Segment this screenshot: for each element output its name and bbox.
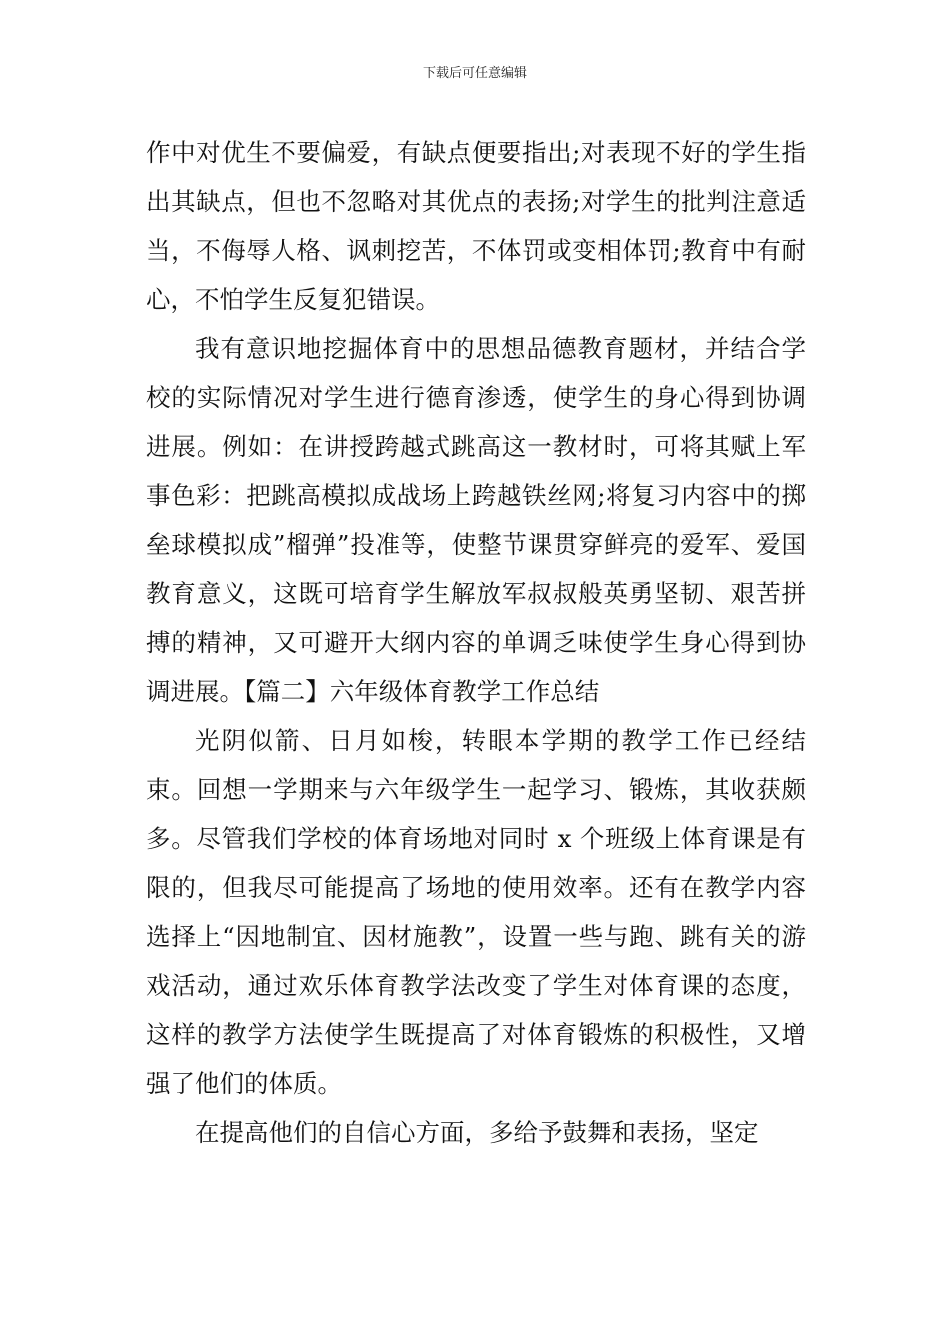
document-body (146, 128, 806, 1157)
page-header: 下载后可任意编辑 (422, 66, 527, 81)
paragraph-1: 作中对优生不要偏爱，有缺点便要指出;对表现不好的学生指出其缺点，但也不忽略对其优点的表扬;对学生的批判注意适当，不侮辱人格、讽刺挖苦，不体罚或变相体罚;教育中有耐心，不怕学生反复犯错误。 (146, 138, 806, 314)
paragraph-4: 在提高他们的自信心方面，多给予鼓舞和表扬，坚定 (195, 1118, 759, 1147)
paragraph-3: 光阴似箭、日月如梭，转眼本学期的教学工作已经结束。回想一学期来与六年级学生一起学习、锻炼，其收获颇多。尽管我们学校的体育场地对同时 x 个班级上体育课是有限的，但我尽可能提高了场地的使用效率。还有在教学内容选择上“因地制宜、因材施教”，设置一些与跑、跳有关的游戏活动，通过欢乐体育教学法改变了学生对体育课的态度，这样的教学方法使学生既提高了对体育锻炼的积极性，又增强了他们的体质。 (146, 726, 806, 1098)
paragraph-2: 我有意识地挖掘体育中的思想品德教育题材，并结合学校的实际情况对学生进行德育渗透，使学生的身心得到协调进展。例如：在讲授跨越式跳高这一教材时，可将其赋上军事色彩：把跳高模拟成战场上跨越铁丝网;将复习内容中的掷垒球模拟成”榴弹”投准等，使整节课贯穿鲜亮的爱军、爱国教育意义，这既可培育学生解放军叔叔般英勇坚韧、艰苦拼搏的精神，又可避开大纲内容的单调乏味使学生身心得到协调进展。【篇二】六年级体育教学工作总结 (146, 334, 806, 706)
